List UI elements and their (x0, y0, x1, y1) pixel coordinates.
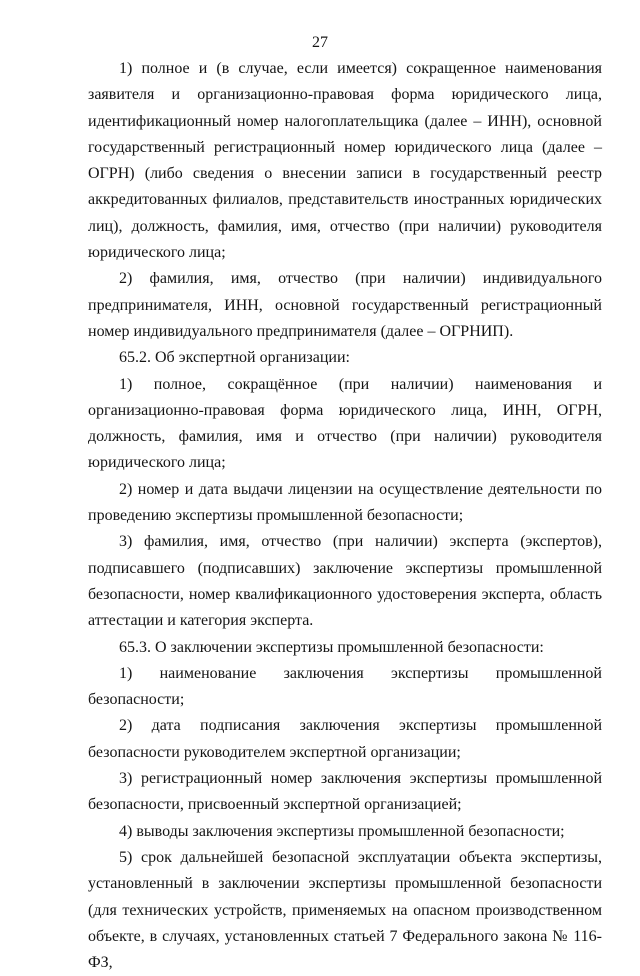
paragraph-expert-details: 3) фамилия, имя, отчество (при наличии) эксперта (экспертов), подписавшего (подписавших) заключение экспертизы промышленной безопасности, номер квалификационного удостоверения эксперта, область аттестации и категория эксперта. (88, 533, 602, 630)
paragraph-conclusion-findings: 4) выводы заключения экспертизы промышленной безопасности; (119, 822, 565, 840)
paragraph-conclusion-registration-number: 3) регистрационный номер заключения экспертизы промышленной безопасности, присвоенный экспертной организацией; (88, 770, 602, 814)
page-number: 27 (312, 34, 328, 51)
section-heading-expert-organization: 65.2. Об экспертной организации: (119, 349, 350, 367)
section-heading-expertise-conclusion: 65.3. О заключении экспертизы промышленной безопасности: (119, 638, 544, 656)
paragraph-expert-org-names: 1) полное, сокращённое (при наличии) наименования и организационно-правовая форма юридического лица, ИНН, ОГРН, должность, фамилия, имя и отчество (при наличии) руководителя юридического лица; (88, 375, 602, 472)
paragraph-conclusion-signing-date: 2) дата подписания заключения экспертизы промышленной безопасности руководителем экспертной организации; (88, 717, 602, 761)
paragraph-applicant-entrepreneur: 2) фамилия, имя, отчество (при наличии) индивидуального предпринимателя, ИНН, основной государственный регистрационный номер индивидуального предпринимателя (далее – ОГРНИП). (88, 270, 602, 340)
paragraph-expert-org-license: 2) номер и дата выдачи лицензии на осуществление деятельности по проведению экспертизы промышленной безопасности; (88, 480, 602, 525)
paragraph-applicant-legal-entity: 1) полное и (в случае, если имеется) сокращенное наименования заявителя и организационно-правовая форма юридического лица, идентификационный номер налогоплательщика (далее – ИНН), основной государственный регистрационный номер юридического лица (далее – ОГРН) (либо сведения о внесении записи в государственный реестр аккредитованных филиалов, представительств иностранных юридических лиц), должность, фамилия, имя, отчество (при наличии) руководителя юридического лица; (88, 60, 602, 262)
paragraph-conclusion-operation-term: 5) срок дальнейшей безопасной эксплуатации объекта экспертизы, установленный в заключении экспертизы промышленной безопасности (для технических устройств, применяемых на опасном производственном объекте, в случаях, установленных статьей 7 Федерального закона № 116-ФЗ, (88, 848, 602, 972)
document-body (88, 56, 602, 976)
paragraph-conclusion-name: 1) наименование заключения экспертизы промышленной безопасности; (88, 664, 602, 709)
